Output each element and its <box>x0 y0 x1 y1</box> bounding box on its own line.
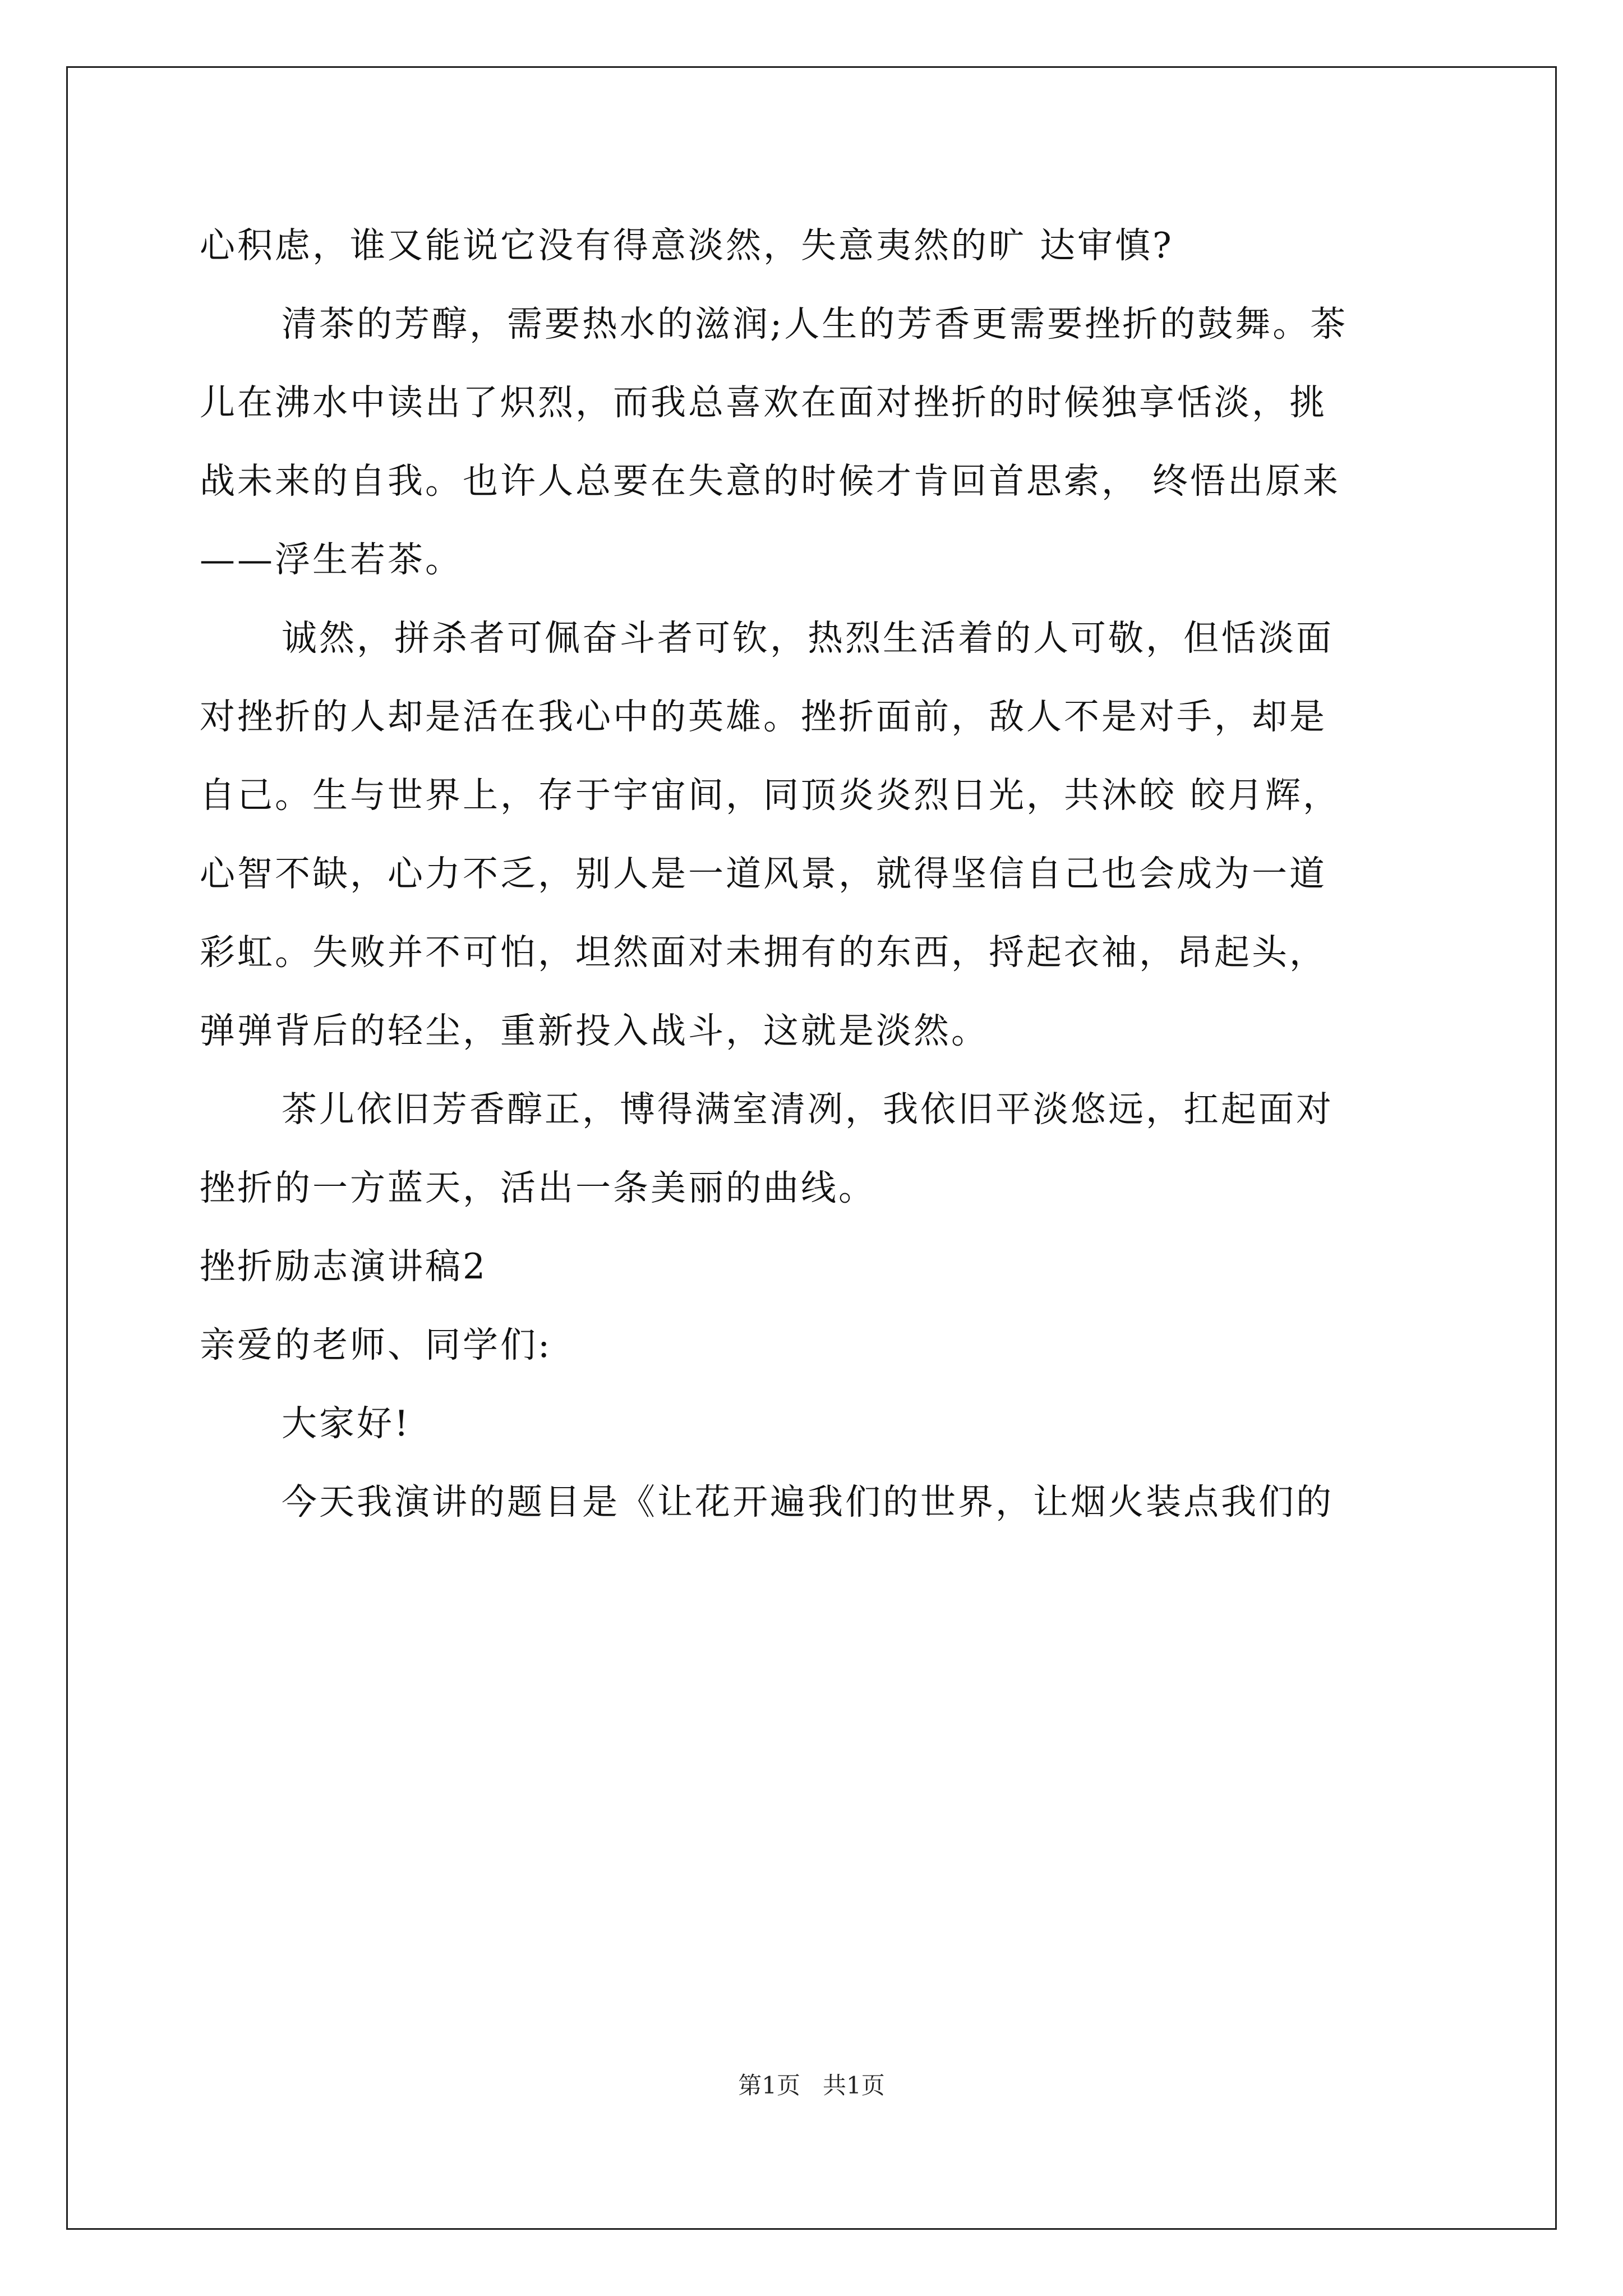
paragraph-line: 弹弹背后的轻尘，重新投入战斗，这就是淡然。 <box>200 1010 989 1051</box>
paragraph-line: 自己。生与世界上，存于宇宙间，同顶炎炎烈日光，共沐皎 皎月辉， <box>200 775 1341 816</box>
paragraph-line: 诚然，拼杀者可佩奋斗者可钦，热烈生活着的人可敬，但恬淡面 <box>282 618 1334 659</box>
salutation: 亲爱的老师、同学们: <box>200 1324 552 1365</box>
paragraph-line: 今天我演讲的题目是《让花开遍我们的世界，让烟火装点我们的 <box>282 1481 1334 1522</box>
paragraph-line: 心智不缺，心力不乏，别人是一道风景，就得坚信自己也会成为一道 <box>200 853 1327 894</box>
page-number: 第1页 <box>738 2072 800 2099</box>
paragraph-line: 清茶的芳醇，需要热水的滋润;人生的芳香更需要挫折的鼓舞。茶 <box>282 303 1348 344</box>
paragraph-line: 对挫折的人却是活在我心中的英雄。挫折面前，敌人不是对手，却是 <box>200 696 1327 737</box>
paragraph-line: 挫折的一方蓝天，活出一条美丽的曲线。 <box>200 1167 876 1208</box>
greeting: 大家好! <box>282 1403 411 1444</box>
page-footer <box>0 2067 1623 2101</box>
paragraph-line: 彩虹。失败并不可怕，坦然面对未拥有的东西，捋起衣袖，昂起头， <box>200 932 1327 973</box>
section-heading: 挫折励志演讲稿2 <box>200 1246 488 1287</box>
paragraph-line: 儿在沸水中读出了炽烈，而我总喜欢在面对挫折的时候独享恬淡，挑 <box>200 382 1327 423</box>
paragraph-line: 心积虑，谁又能说它没有得意淡然，失意夷然的旷 达审慎? <box>200 225 1174 266</box>
document-body <box>200 206 1433 1542</box>
paragraph-line: 茶儿依旧芳香醇正，博得满室清冽，我依旧平淡悠远，扛起面对 <box>282 1089 1334 1130</box>
paragraph-line: ——浮生若茶。 <box>200 539 463 580</box>
paragraph-line: 战未来的自我。也许人总要在失意的时候才肯回首思索， 终悟出原来 <box>200 461 1341 501</box>
page-total: 共1页 <box>823 2072 885 2099</box>
